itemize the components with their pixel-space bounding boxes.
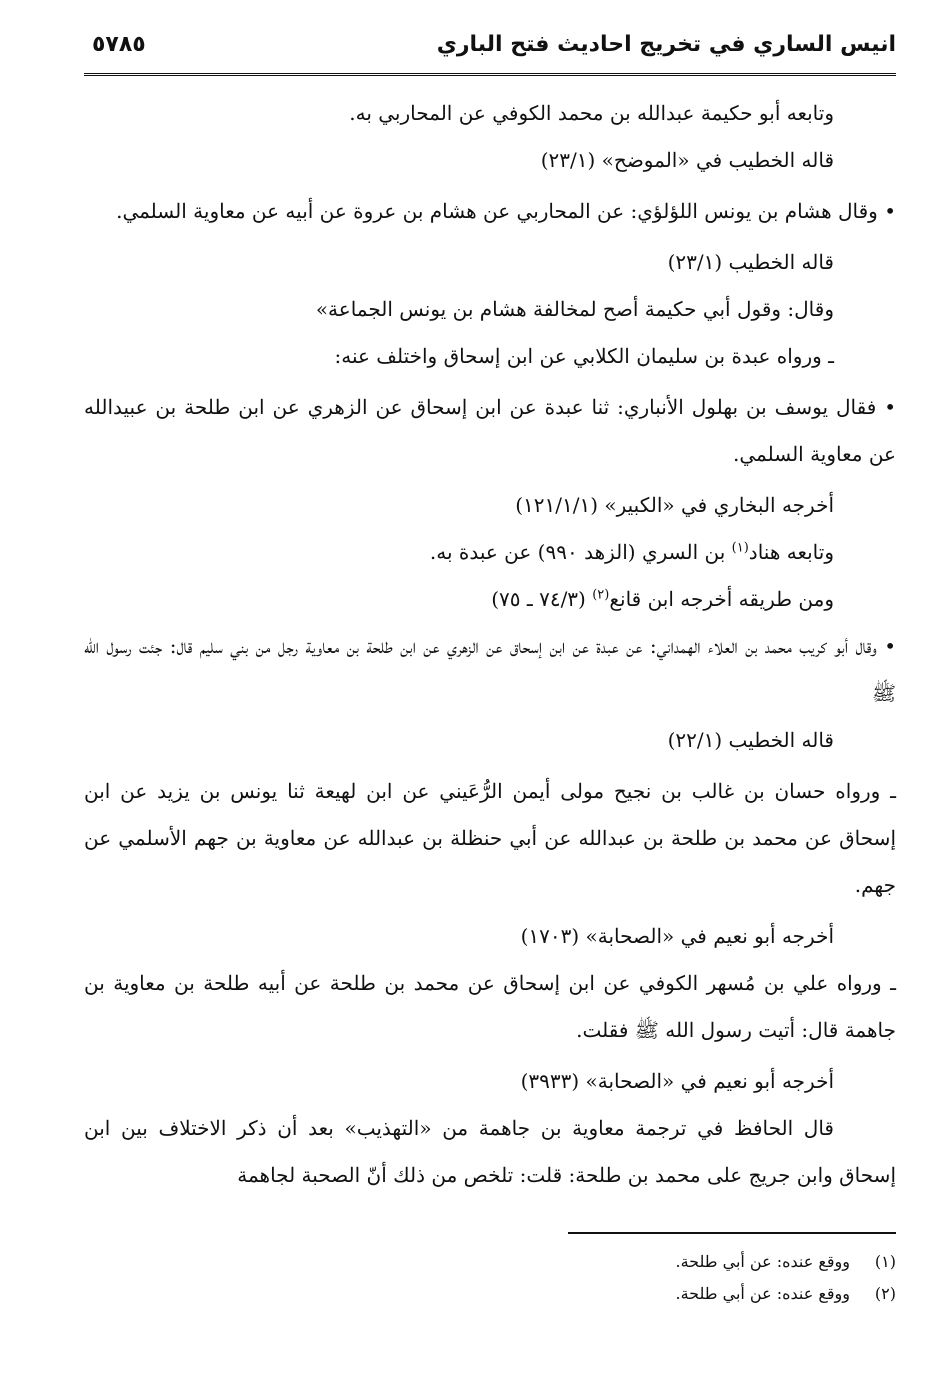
paragraph: ـ ورواه عبدة بن سليمان الكلابي عن ابن إسحاق واختلف عنه: <box>334 344 834 368</box>
footnote-divider <box>568 1232 896 1234</box>
bullet-paragraph: • وقال هشام بن يونس اللؤلؤي: عن المحاربي عن هشام بن عروة عن أبيه عن معاوية السلمي. <box>116 199 896 223</box>
text-segment: ومن طريقه أخرجه ابن قانع <box>609 587 834 611</box>
text-segment: بن السري (الزهد ٩٩٠) عن عبدة به. <box>429 540 732 564</box>
paragraph: وتابعه أبو حكيمة عبدالله بن محمد الكوفي عن المحاربي به. <box>349 101 834 125</box>
bullet-paragraph: • فقال يوسف بن بهلول الأنباري: ثنا عبدة عن ابن إسحاق عن الزهري عن ابن طلحة بن عبيدالله عن معاوية السلمي. <box>84 395 896 466</box>
source-citation: قاله الخطيب في «الموضح» (٢٣/١) <box>540 148 834 172</box>
running-title: انيس الساري في تخريج احاديث فتح الباري <box>436 32 896 57</box>
source-citation: أخرجه أبو نعيم في «الصحابة» (٣٩٣٣) <box>520 1069 834 1093</box>
footnote-ref: (٢) <box>592 587 610 603</box>
source-citation: قاله الخطيب (٢٣/١) <box>667 250 834 274</box>
footnote-text: ووقع عنده: عن أبي طلحة. <box>675 1252 850 1271</box>
text-segment: وتابعه هناد <box>748 540 834 564</box>
footnote-number: (١) <box>874 1252 896 1271</box>
bullet-paragraph: • وقال أبو كريب محمد بن العلاء الهمداني: عن عبدة عن ابن إسحاق عن الزهري عن ابن طلحة بن معاوية رجل من بني سليم قال: جئت رسول الله ﷺ <box>84 634 896 705</box>
source-citation: قاله الخطيب (٢٢/١) <box>667 728 834 752</box>
paragraph: وقال: وقول أبي حكيمة أصح لمخالفة هشام بن يونس الجماعة» <box>315 297 834 321</box>
paragraph-with-footnote <box>84 529 896 576</box>
footnote-number: (٢) <box>874 1284 896 1303</box>
source-citation: أخرجه أبو نعيم في «الصحابة» (١٧٠٣) <box>520 924 834 948</box>
page-number: ٥٧٨٥ <box>92 32 146 57</box>
footnotes <box>296 1246 896 1310</box>
bullet-paragraph: ـ ورواه علي بن مُسهر الكوفي عن ابن إسحاق عن محمد بن طلحة عن أبيه طلحة بن معاوية بن جاهمة قال: أتيت رسول الله ﷺ فقلت. <box>84 971 896 1042</box>
page-header <box>84 26 896 76</box>
text-segment: (٧٤/٣ ـ ٧٥) <box>491 587 593 611</box>
footnote-text: ووقع عنده: عن أبي طلحة. <box>675 1284 850 1303</box>
footnote <box>296 1278 896 1310</box>
main-text <box>84 90 896 1199</box>
bullet-paragraph: ـ ورواه حسان بن غالب بن نجيح مولى أيمن الرُّعَيني عن ابن لهيعة ثنا يونس بن يزيد عن ابن إسحاق عن محمد بن طلحة بن عبدالله عن أبي حنظلة بن عبدالله عن معاوية بن جهم الأسلمي عن جهم. <box>84 779 897 897</box>
source-citation: أخرجه البخاري في «الكبير» (١٢١/١/١) <box>515 493 834 517</box>
paragraph: قال الحافظ في ترجمة معاوية بن جاهمة من «التهذيب» بعد أن ذكر الاختلاف بين ابن إسحاق وابن جريج على محمد بن طلحة: قلت: تلخص من ذلك أنّ الصحبة لجاهمة <box>84 1116 896 1187</box>
footnote-ref: (١) <box>731 540 749 556</box>
footnote <box>296 1246 896 1278</box>
header-rule <box>84 73 896 76</box>
paragraph-with-footnote <box>84 576 896 623</box>
